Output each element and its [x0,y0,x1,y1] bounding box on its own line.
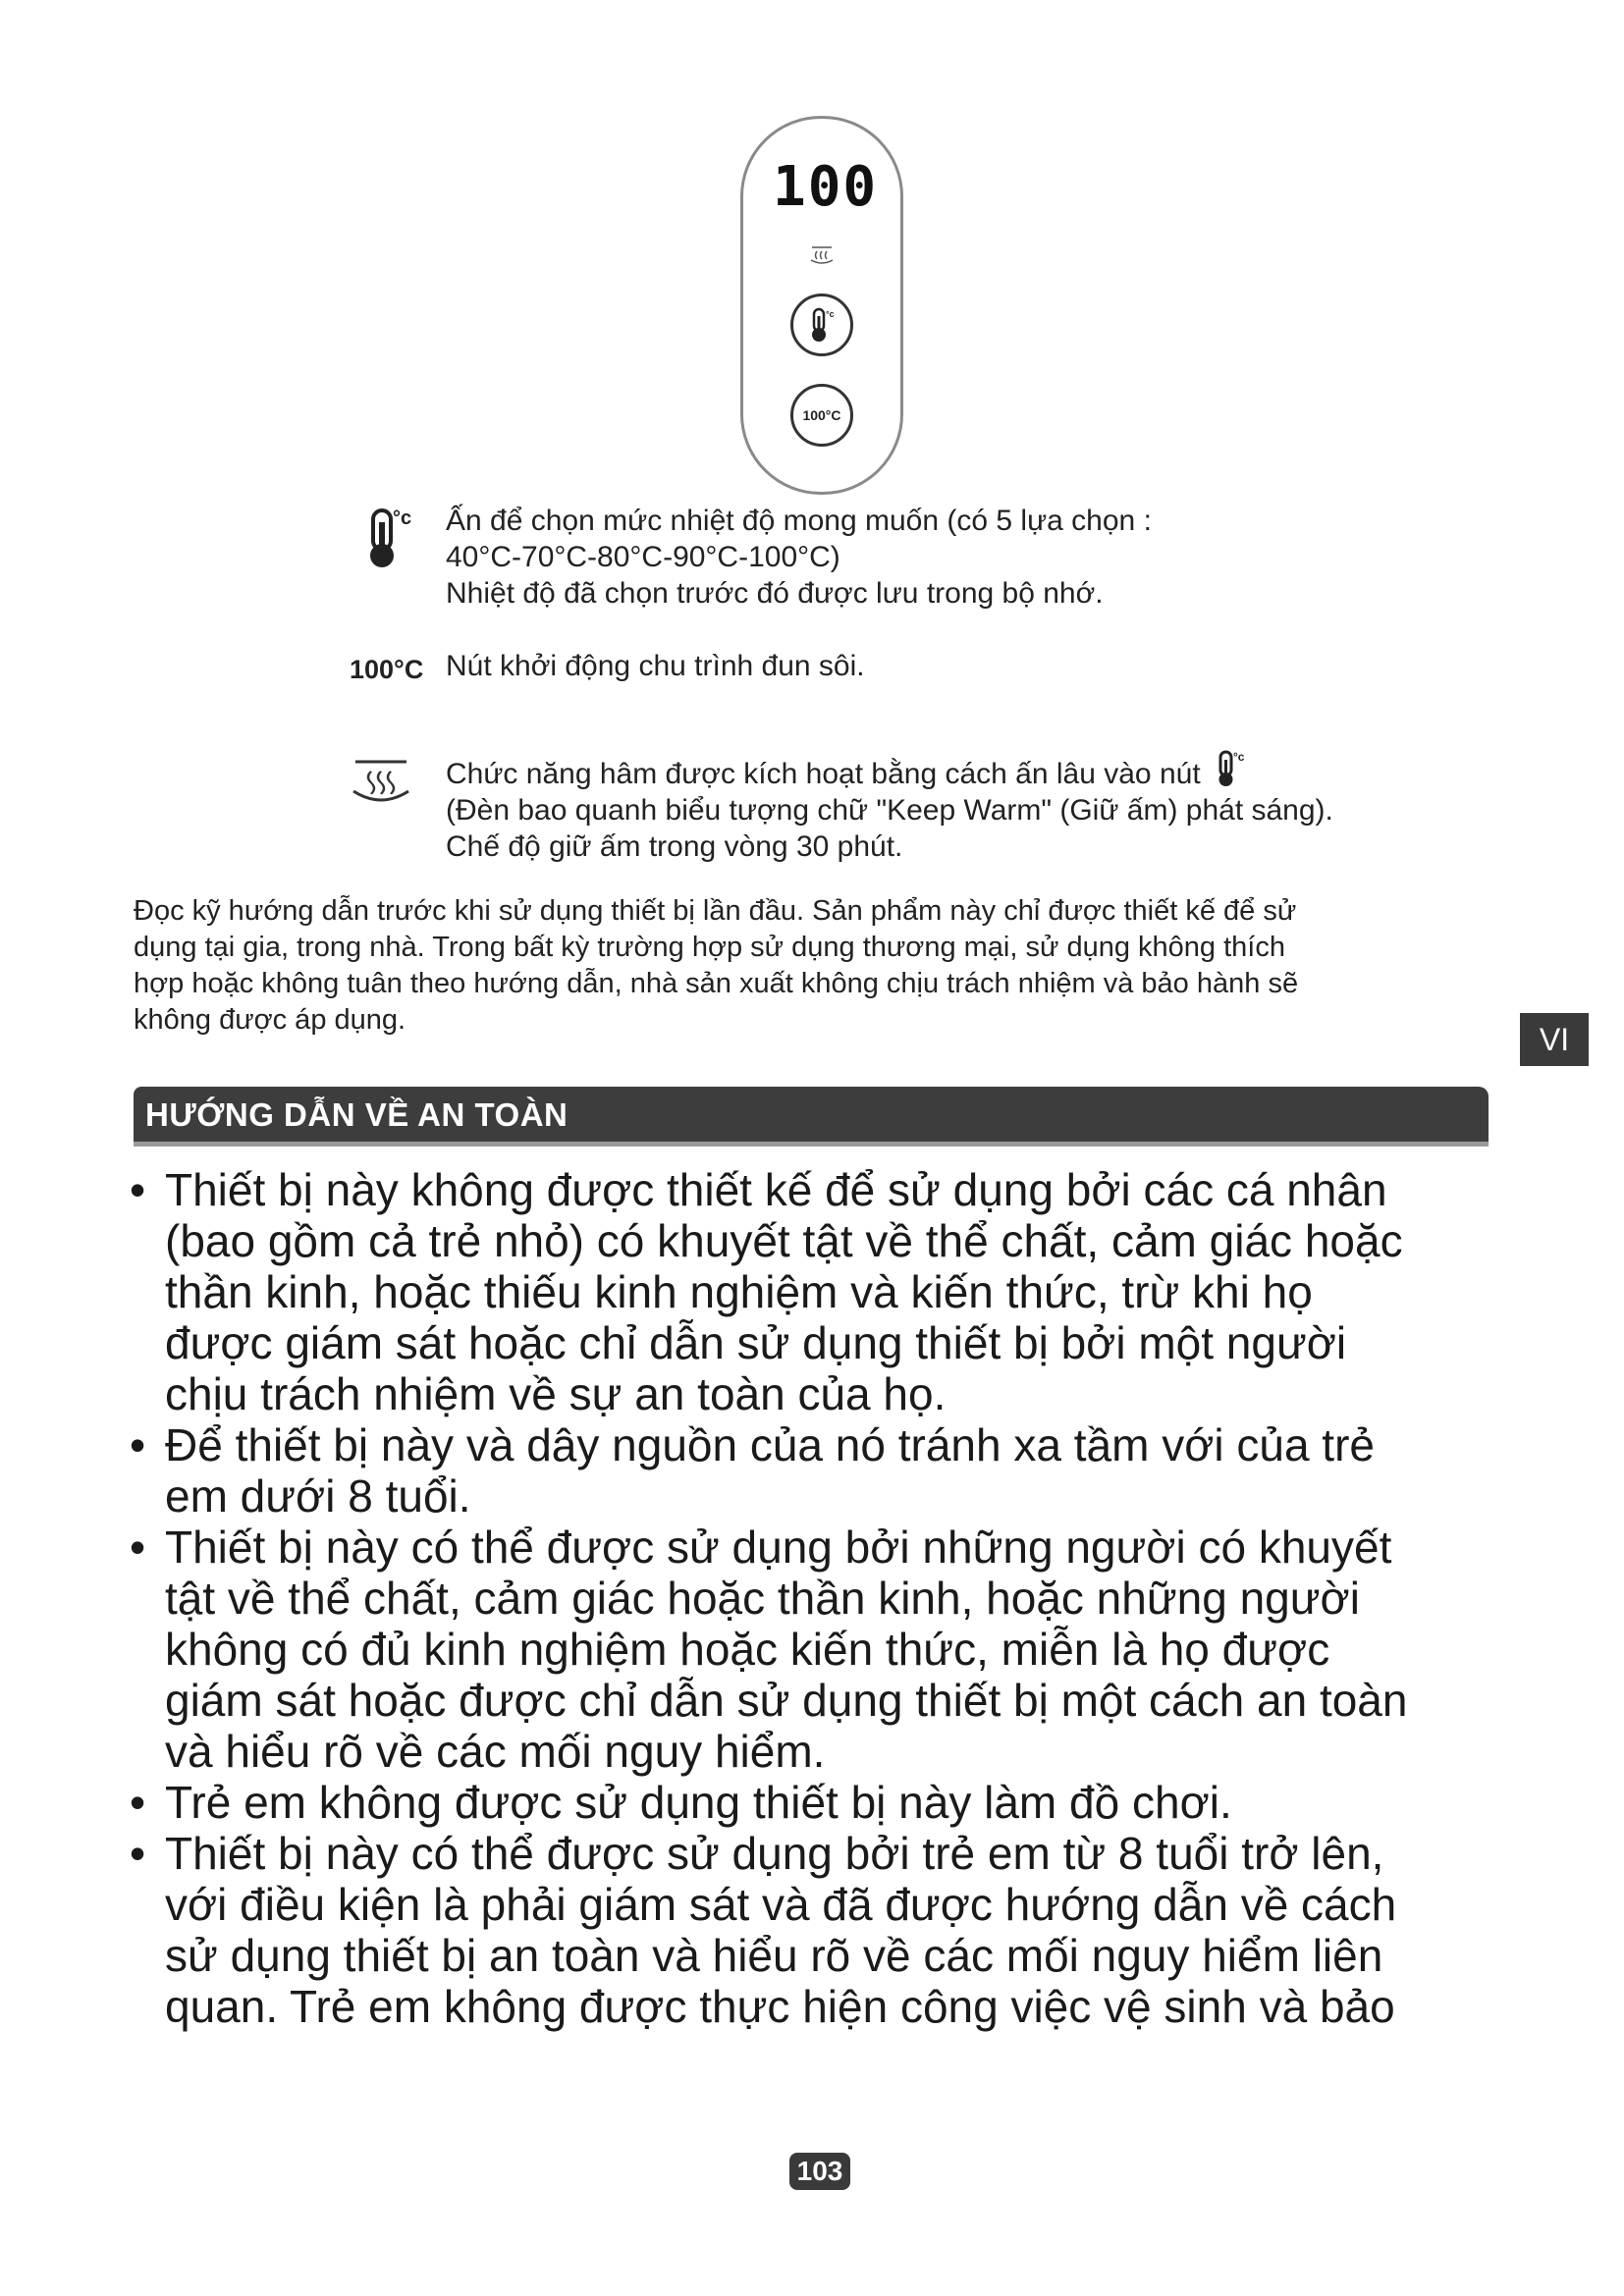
svg-text:°c: °c [1233,750,1245,764]
keep-warm-icon [350,756,412,811]
bullet-line: • Thiết bị này có thể được sử dụng bởi những người có khuyết [165,1522,1392,1573]
keep-warm-indicator-icon [808,244,836,266]
intro-line: không được áp dụng. [134,1004,406,1036]
legend-line [446,750,1428,792]
intro-line: dụng tại gia, trong nhà. Trong bất kỳ trường hợp sử dụng thương mại, sử dụng không thích [134,932,1285,963]
bullet-item [128,1777,1492,1828]
legend-line: (Đèn bao quanh biểu tượng chữ "Keep Warm" (Giữ ấm) phát sáng). [446,794,1333,827]
bullet-line: tật về thể chất, cảm giác hoặc thần kinh, hoặc những người [165,1573,1360,1624]
bullet-item [128,1164,1492,1419]
bullet-line: chịu trách nhiệm về sự an toàn của họ. [165,1368,947,1419]
thermometer-icon [1215,750,1248,789]
safety-bullet-list [128,1164,1492,2032]
legend-line: Chế độ giữ ấm trong vòng 30 phút. [446,830,903,863]
legend-boil-label: 100°C [350,655,424,684]
bullet-line: sử dụng thiết bị an toàn và hiểu rõ về các mối nguy hiểm liên [165,1930,1383,1981]
thermometer-icon [805,306,839,344]
bullet-line: thần kinh, hoặc thiếu kinh nghiệm và kiến thức, trừ khi họ [165,1266,1313,1317]
section-title: HƯỚNG DẪN VỀ AN TOÀN [145,1096,568,1133]
legend-thermometer-icon [361,507,420,575]
control-panel-illustration [740,116,903,495]
bullet-line: em dưới 8 tuổi. [165,1470,471,1522]
temperature-display [773,155,879,219]
bullet-line: (bao gồm cả trẻ nhỏ) có khuyết tật về thể chất, cảm giác hoặc [165,1215,1403,1266]
legend-line-text: Chức năng hâm được kích hoạt bằng cách ấn lâu vào nút [446,758,1201,790]
intro-line: hợp hoặc không tuân theo hướng dẫn, nhà sản xuất không chịu trách nhiệm và bảo hành sẽ [134,968,1299,999]
temperature-select-button[interactable] [790,294,853,356]
bullet-item [128,1419,1492,1522]
legend-line: Nút khởi động chu trình đun sôi. [446,650,865,682]
legend-line: Ấn để chọn mức nhiệt độ mong muốn (có 5 lựa chọn : [446,505,1152,537]
legend-temperature-description [446,503,1428,612]
language-tab: VI [1520,1013,1589,1066]
section-header [134,1087,1489,1142]
bullet-item [128,1828,1492,2032]
intro-paragraph [134,893,1489,1039]
bullet-line: không có đủ kinh nghiệm hoặc kiến thức, miễn là họ được [165,1624,1330,1675]
bullet-line: • Trẻ em không được sử dụng thiết bị này làm đồ chơi. [165,1777,1232,1828]
display-value: 100 [773,155,879,219]
legend-boil-description [446,648,1428,684]
svg-text:°c: °c [393,507,412,529]
svg-text:°c: °c [826,309,835,319]
bullet-line: • Để thiết bị này và dây nguồn của nó tránh xa tầm với của trẻ [165,1419,1375,1470]
boil-button[interactable] [790,384,853,447]
bullet-line: với điều kiện là phải giám sát và đã được hướng dẫn về cách [165,1879,1397,1930]
bullet-line: và hiểu rõ về các mối nguy hiểm. [165,1726,826,1777]
page-number: 103 [789,2153,850,2190]
legend-keep-warm-description [446,750,1428,865]
legend-line: 40°C-70°C-80°C-90°C-100°C) [446,541,840,573]
bullet-line: • Thiết bị này có thể được sử dụng bởi trẻ em từ 8 tuổi trở lên, [165,1828,1384,1879]
legend-line: Nhiệt độ đã chọn trước đó được lưu trong bộ nhớ. [446,577,1104,610]
bullet-item [128,1522,1492,1777]
bullet-line: quan. Trẻ em không được thực hiện công việc vệ sinh và bảo [165,1981,1395,2032]
intro-line: Đọc kỹ hướng dẫn trước khi sử dụng thiết bị lần đầu. Sản phẩm này chỉ được thiết kế để sử [134,895,1297,927]
boil-button-label: 100°C [802,407,841,423]
bullet-line: • Thiết bị này không được thiết kế để sử dụng bởi các cá nhân [165,1164,1387,1215]
bullet-line: giám sát hoặc được chỉ dẫn sử dụng thiết bị một cách an toàn [165,1675,1408,1726]
bullet-line: được giám sát hoặc chỉ dẫn sử dụng thiết bị bởi một người [165,1317,1347,1368]
